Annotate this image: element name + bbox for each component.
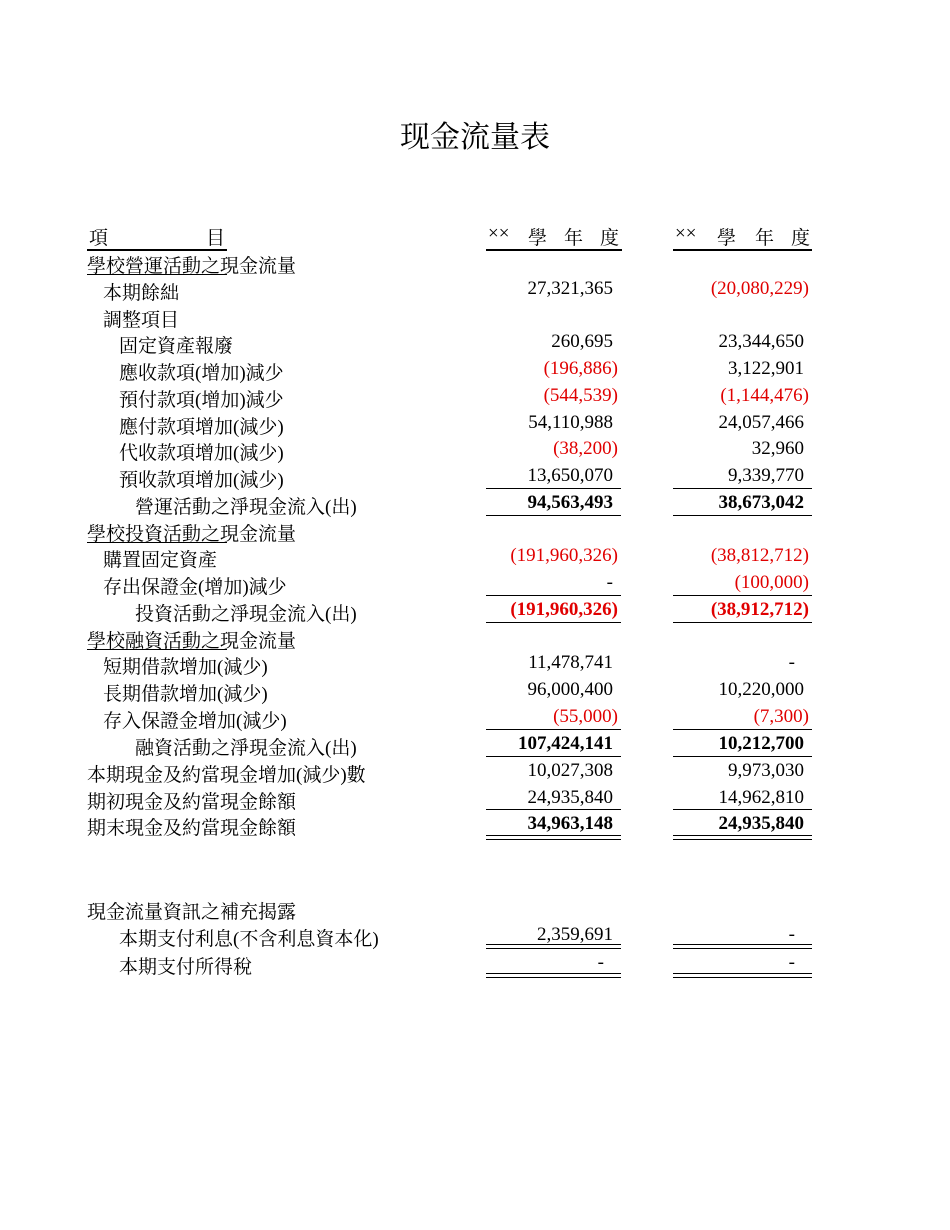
header-item-b: 目 [205, 228, 225, 249]
row-label: 短期借款增加(減少) [103, 657, 268, 678]
row-value-col1: 94,563,493 [527, 492, 613, 513]
table-row [0, 383, 950, 410]
row-value-col2: 23,344,650 [718, 331, 804, 352]
row-label: 存入保證金增加(減少) [103, 711, 287, 732]
double-underline-col2 [673, 835, 812, 840]
table-row [0, 785, 950, 812]
header-col2-prefix: ×× [675, 223, 697, 244]
row-value-col2: (20,080,229) [710, 278, 809, 299]
row-value-col1: - [606, 572, 613, 593]
row-value-col2: (1,144,476) [720, 385, 809, 406]
row-value-col1: (196,886) [543, 358, 618, 379]
subtotal-bottom-line-col2 [673, 756, 812, 757]
row-value-col1: (544,539) [543, 385, 618, 406]
section-underline [87, 274, 227, 275]
subtotal-row-operating [0, 490, 950, 517]
row-value-col1: (38,200) [553, 438, 618, 459]
subtotal-line-col1 [486, 729, 621, 730]
subtotal-row-investing [0, 597, 950, 624]
page-title: 现金流量表 [400, 121, 550, 154]
table-row [0, 543, 950, 570]
row-value-col2: 14,962,810 [718, 787, 804, 808]
row-label: 本期現金及約當現金增加(減少)數 [87, 765, 366, 786]
section-investing [0, 517, 950, 544]
supplement-title-row [0, 895, 950, 922]
table-row [0, 329, 950, 356]
row-value-col2: 3,122,901 [728, 358, 804, 379]
total-line-col1 [486, 809, 621, 810]
row-value-col1: 27,321,365 [527, 278, 613, 299]
row-value-col1: - [597, 952, 604, 973]
row-value-col2: - [788, 652, 795, 673]
row-label: 投資活動之淨現金流入(出) [135, 604, 357, 625]
supplement-title: 現金流量資訊之補充揭露 [87, 902, 297, 923]
section-financing [0, 624, 950, 651]
subtotal-bottom-line-col2 [673, 515, 812, 516]
row-label: 應付款項增加(減少) [119, 417, 284, 438]
table-row [0, 570, 950, 597]
subtotal-bottom-line-col2 [673, 622, 812, 623]
row-value-col2: (100,000) [734, 572, 809, 593]
row-label: 本期支付利息(不含利息資本化) [119, 929, 379, 950]
table-row [0, 463, 950, 490]
row-value-col1: 96,000,400 [527, 679, 613, 700]
row-value-col2: (38,812,712) [710, 545, 809, 566]
header-item-column [87, 223, 227, 251]
table-row [0, 303, 950, 330]
row-label: 本期支付所得稅 [119, 957, 253, 978]
subtotal-line-col2 [673, 488, 812, 489]
row-value-col2: 32,960 [751, 438, 804, 459]
row-label: 代收款項增加(減少) [119, 443, 284, 464]
row-label: 融資活動之淨現金流入(出) [135, 738, 357, 759]
row-label: 預付款項(增加)減少 [119, 390, 284, 411]
row-label: 購置固定資產 [103, 550, 218, 571]
row-value-col2: 24,935,840 [718, 813, 804, 834]
row-label: 期末現金及約當現金餘額 [87, 818, 297, 839]
subtotal-line-col1 [486, 595, 621, 596]
row-value-col2: 10,220,000 [718, 679, 804, 700]
row-value-col1: 24,935,840 [527, 787, 613, 808]
double-underline-col1 [486, 835, 621, 840]
table-row [0, 650, 950, 677]
row-value-col1: (191,960,326) [510, 545, 618, 566]
row-label: 營運活動之淨現金流入(出) [135, 497, 357, 518]
double-underline-col1 [486, 973, 621, 978]
row-value-col2: 10,212,700 [718, 733, 804, 754]
subtotal-bottom-line-col1 [486, 756, 621, 757]
table-row [0, 704, 950, 731]
row-value-col1: 34,963,148 [527, 813, 613, 834]
row-value-col1: 13,650,070 [527, 465, 613, 486]
subtotal-bottom-line-col1 [486, 622, 621, 623]
table-row [0, 276, 950, 303]
row-label: 學校營運活動之現金流量 [87, 256, 297, 277]
table-row [0, 436, 950, 463]
header-year-column-1 [486, 223, 622, 251]
header-col1-char2: 年 [564, 228, 584, 249]
header-col1-prefix: ×× [488, 223, 510, 244]
row-label: 應收款項(增加)減少 [119, 363, 284, 384]
row-value-col1: 11,478,741 [528, 652, 613, 673]
header-col1-char1: 學 [528, 228, 548, 249]
row-label: 長期借款增加(減少) [103, 684, 268, 705]
subtotal-line-col2 [673, 729, 812, 730]
row-value-col1: 54,110,988 [528, 412, 613, 433]
subtotal-line-col1 [486, 488, 621, 489]
row-label: 學校融資活動之現金流量 [87, 631, 297, 652]
total-row-ending-balance [0, 811, 950, 838]
row-label: 學校投資活動之現金流量 [87, 524, 297, 545]
row-value-col2: 9,339,770 [728, 465, 804, 486]
double-underline-col2 [673, 944, 812, 949]
header-col2-char2: 年 [755, 228, 775, 249]
row-label: 期初現金及約當現金餘額 [87, 792, 297, 813]
row-label: 調整項目 [103, 310, 180, 331]
subtotal-line-col2 [673, 595, 812, 596]
header-col2-char1: 學 [717, 228, 737, 249]
row-label: 預收款項增加(減少) [119, 470, 284, 491]
double-underline-col2 [673, 973, 812, 978]
row-value-col1: 2,359,691 [537, 924, 613, 945]
subtotal-bottom-line-col1 [486, 515, 621, 516]
header-col2-char3: 度 [791, 228, 811, 249]
row-value-col2: (38,912,712) [710, 599, 809, 620]
row-value-col1: (191,960,326) [510, 599, 618, 620]
row-label: 存出保證金(增加)減少 [103, 577, 287, 598]
table-row [0, 356, 950, 383]
double-underline-col1 [486, 944, 621, 949]
row-value-col2: 24,057,466 [718, 412, 804, 433]
row-value-col1: 260,695 [551, 331, 613, 352]
section-operating [0, 249, 950, 276]
row-value-col1: 107,424,141 [518, 733, 613, 754]
row-value-col2: - [788, 952, 795, 973]
row-value-col2: 38,673,042 [718, 492, 804, 513]
header-year-column-2 [673, 223, 812, 251]
total-line-col2 [673, 809, 812, 810]
row-value-col1: 10,027,308 [527, 760, 613, 781]
header-col1-char3: 度 [600, 228, 620, 249]
header-item-a: 項 [89, 228, 109, 249]
subtotal-row-financing [0, 731, 950, 758]
row-value-col2: 9,973,030 [728, 760, 804, 781]
row-value-col2: - [788, 924, 795, 945]
row-label: 本期餘絀 [103, 283, 180, 304]
table-row [0, 410, 950, 437]
row-value-col1: (55,000) [553, 706, 618, 727]
table-row [0, 677, 950, 704]
table-row [0, 758, 950, 785]
row-label: 固定資產報廢 [119, 336, 234, 357]
row-value-col2: (7,300) [753, 706, 809, 727]
